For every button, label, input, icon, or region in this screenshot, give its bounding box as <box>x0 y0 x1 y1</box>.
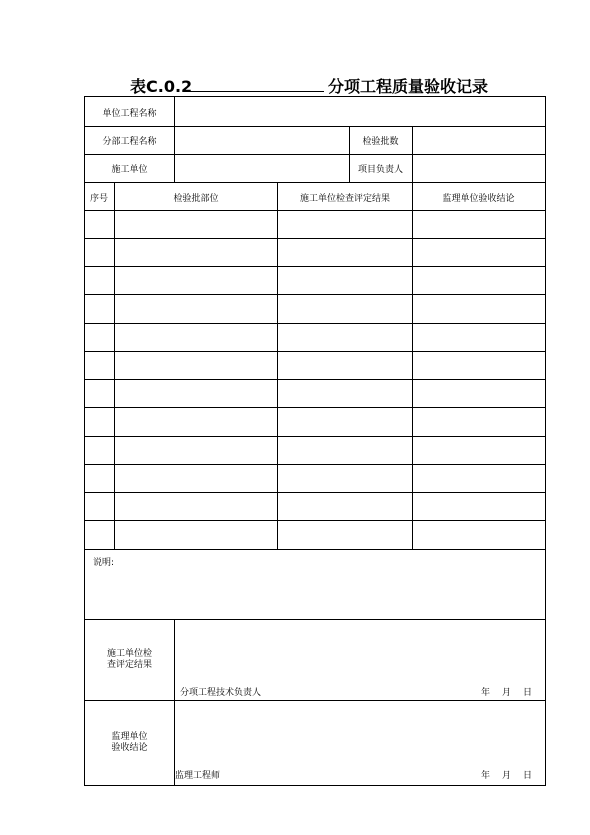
col-divider <box>174 619 175 785</box>
notes-label: 说明: <box>93 558 115 568</box>
supervisor-date-day: 日 <box>523 771 533 781</box>
table-row <box>85 549 545 550</box>
form-heading: 分项工程质量验收记录 <box>328 77 489 96</box>
row-divider <box>85 182 545 183</box>
unit-project-field[interactable] <box>175 97 545 126</box>
contractor-label: 施工单位 <box>111 165 148 175</box>
table-row <box>85 266 545 267</box>
batch-count-label: 检验批数 <box>362 137 399 147</box>
supervisor-label-line1: 监理单位 <box>111 732 148 742</box>
project-name-blank[interactable] <box>188 91 324 92</box>
row-divider <box>85 700 545 701</box>
table-row <box>85 464 545 465</box>
table-row <box>85 351 545 352</box>
contractor-date-day: 日 <box>523 688 533 698</box>
col-header-location: 检验批部位 <box>173 194 219 204</box>
contractor-label-line2: 查评定结果 <box>106 660 152 670</box>
col-header-seq: 序号 <box>90 194 109 204</box>
col-header-supervisor-conclusion: 监理单位验收结论 <box>442 194 515 204</box>
sub-project-field[interactable] <box>175 127 349 154</box>
table-row <box>85 323 545 324</box>
contractor-label-line1: 施工单位检 <box>106 649 152 659</box>
contractor-date-year: 年 <box>481 688 491 698</box>
table-row <box>85 294 545 295</box>
table-row <box>85 436 545 437</box>
row-divider <box>85 619 545 620</box>
project-manager-label: 项目负责人 <box>357 165 403 175</box>
col-header-contractor-result: 施工单位检查评定结果 <box>299 194 390 204</box>
supervisor-signer-label: 监理工程师 <box>175 771 221 781</box>
notes-field[interactable] <box>125 551 543 617</box>
supervisor-label-line2: 验收结论 <box>111 743 148 753</box>
contractor-section-label <box>85 649 174 671</box>
table-row <box>85 379 545 380</box>
record-form <box>84 96 546 786</box>
supervisor-signature-field[interactable] <box>176 703 544 763</box>
supervisor-section-label <box>85 732 174 754</box>
contractor-date-month: 月 <box>502 688 512 698</box>
unit-project-label: 单位工程名称 <box>102 109 157 119</box>
project-manager-field[interactable] <box>413 155 545 182</box>
table-row <box>85 407 545 408</box>
table-row <box>85 238 545 239</box>
batch-count-field[interactable] <box>413 127 545 154</box>
table-row <box>85 210 545 211</box>
sub-project-label: 分部工程名称 <box>102 137 157 147</box>
contractor-signature-field[interactable] <box>176 622 544 680</box>
table-row <box>85 520 545 521</box>
contractor-field[interactable] <box>175 155 349 182</box>
supervisor-date-month: 月 <box>502 771 512 781</box>
supervisor-date-year: 年 <box>481 771 491 781</box>
table-row <box>85 492 545 493</box>
form-title <box>84 72 546 96</box>
contractor-signer-label: 分项工程技术负责人 <box>180 688 262 698</box>
form-number: 表C.0.2 <box>130 77 193 96</box>
